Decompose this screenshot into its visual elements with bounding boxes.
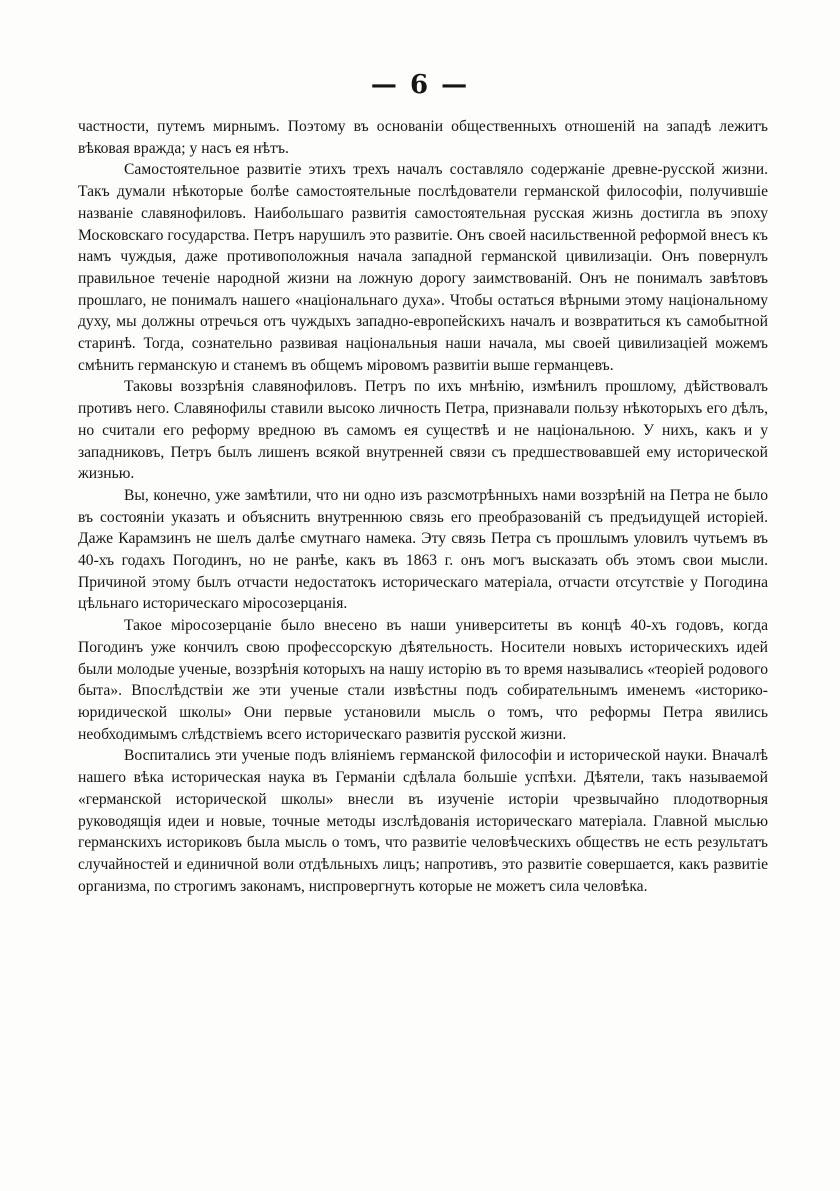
paragraph: Вы, конечно, уже замѣтили, что ни одно изъ разсмотрѣнныхъ нами воззрѣній на Петра не было въ состояніи указать и объяснить внутреннюю связь его преобразованій съ предъидущей исторіей. Даже Карамзинъ не шелъ далѣе смутнаго намека. Эту связь Петра съ прошлымъ уловилъ чутьемъ въ 40-хъ годахъ Погодинъ, но не ранѣе, какъ въ 1863 г. онъ могъ высказать объ этомъ свои мысли. Причиной этому былъ отчасти недостатокъ историческаго матеріала, отчасти отсутствіе у Погодина цѣльнаго историческаго міросозерцанія. <box>78 486 768 613</box>
body-text <box>78 116 768 897</box>
page-number: — 6 — <box>370 70 470 100</box>
paragraph: частности, путемъ мирнымъ. Поэтому въ основаніи общественныхъ отношеній на западѣ лежитъ вѣковая вражда; у насъ ея нѣтъ. <box>78 118 768 157</box>
paragraph: Воспитались эти ученые подъ вліяніемъ германской философіи и исторической науки. Вначалѣ нашего вѣка историческая наука въ Германіи сдѣлала большіе успѣхи. Дѣятели, такъ называемой «германской исторической школы» внесли въ изученіе исторіи чрезвычайно плодотворныя руководящія идеи и новые, точные методы изслѣдованія историческаго матеріала. Главной мыслью германскихъ историковъ была мысль о томъ, что развитіе человѣческихъ обществъ не есть результатъ случайностей и единичной воли отдѣльныхъ лицъ; напротивъ, это развитіе совершается, какъ развитіе организма, по строгимъ законамъ, ниспровергнуть которые не можетъ сила человѣка. <box>78 747 768 895</box>
paragraph: Такое міросозерцаніе было внесено въ наши университеты въ концѣ 40-хъ годовъ, когда Погодинъ уже кончилъ свою профессорскую дѣятельность. Носители новыхъ историческихъ идей были молодые ученые, воззрѣнія которыхъ на нашу исторію въ то время назывались «теоріей родового быта». Впослѣдствіи же эти ученые стали извѣстны подъ собирательнымъ именемъ «историко-юридической школы» Они первые установили мысль о томъ, что реформы Петра явились необходимымъ слѣдствіемъ всего историческаго развитія русской жизни. <box>78 617 768 743</box>
paragraph: Самостоятельное развитіе этихъ трехъ началъ составляло содержаніе древне-русской жизни. Такъ думали нѣкоторые болѣе самостоятельные послѣдователи германской философіи, получившіе названіе славянофиловъ. Наибольшаго развитія самостоятельная русская жизнь достигла въ эпоху Московскаго государства. Петръ нарушилъ это развитіе. Онъ своей насильственной реформой внесъ къ намъ чуждыя, даже противоположныя начала западной германской цивилизаціи. Онъ повернулъ правильное теченіе народной жизни на ложную дорогу заимствованій. Онъ не понималъ завѣтовъ прошлаго, не понималъ нашего «національнаго духа». Чтобы остаться вѣрными этому національному духу, мы должны отречься отъ чуждыхъ западно-европейскихъ началъ и возвратиться къ самобытной старинѣ. Тогда, сознательно развивая національныя наши начала, мы своей цивилизаціей можемъ смѣнить германскую и станемъ въ общемъ міровомъ развитіи выше германцевъ. <box>78 161 768 374</box>
paragraph: Таковы воззрѣнія славянофиловъ. Петръ по ихъ мнѣнію, измѣнилъ прошлому, дѣйствовалъ противъ него. Славянофилы ставили высоко личность Петра, признавали пользу нѣкоторыхъ его дѣлъ, но считали его реформу вредною въ самомъ ея существѣ и не національною. У нихъ, какъ и у западниковъ, Петръ былъ лишенъ всякой внутренней связи съ предшествовавшей ему исторической жизнью. <box>78 378 768 483</box>
